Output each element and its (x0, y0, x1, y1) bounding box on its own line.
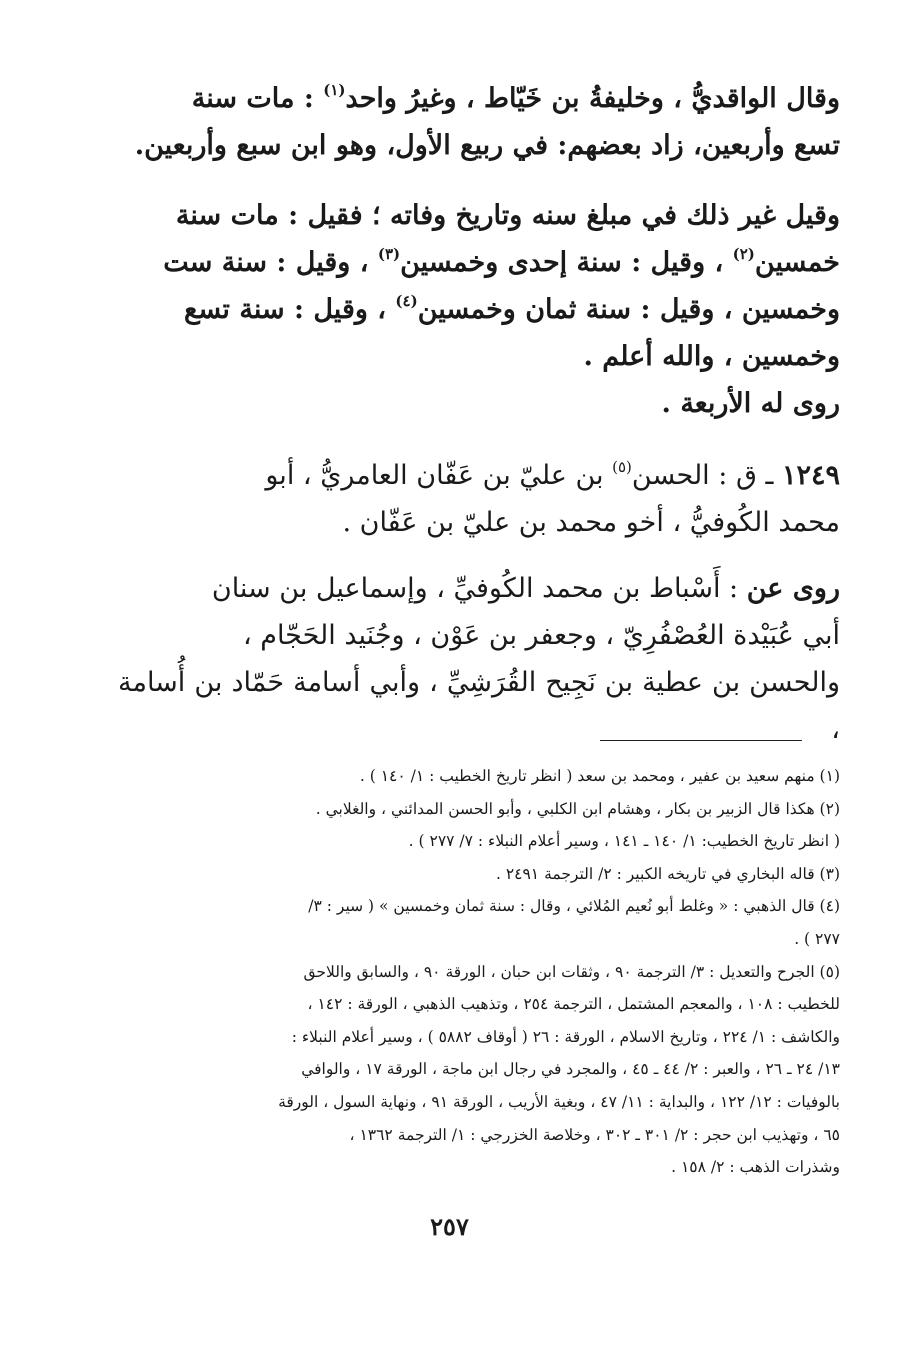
footnote-line: ٦٥ ، وتهذيب ابن حجر : ٢/ ٣٠١ ـ ٣٠٢ ، وخلاصة الخزرجي : ١/ الترجمة ١٣٦٢ ، (349, 1125, 840, 1144)
text-line: تسع وأربعين، زاد بعضهم: في ربيع الأول، وهو ابن سبع وأربعين. (134, 130, 840, 161)
text-line (118, 286, 840, 333)
footnote-1 (118, 760, 840, 793)
text-line: محمد الكُوفيُّ ، أخو محمد بن عليّ بن عَفّان . (342, 507, 840, 538)
text-line: روى له الأربعة . (661, 388, 840, 419)
footnote-line: وشذرات الذهب : ٢/ ١٥٨ . (671, 1158, 840, 1177)
footnote-line: (٣) قاله البخاري في تاريخه الكبير : ٢/ الترجمة ٢٤٩١ . (495, 864, 840, 883)
line-text: ، وقيل : سنة إحدى وخمسين (400, 247, 733, 278)
footnote-line: بالوفيات : ١٢/ ١٢٢ ، والبداية : ١١/ ٤٧ ، وبغية الأريب ، الورقة ٩١ ، ونهاية السول ، الورقة (278, 1092, 840, 1111)
footnote-marker: (٣) (377, 245, 401, 263)
footnote-line: ٢٧٧ ) . (794, 929, 840, 948)
text-line: وخمسين ، والله أعلم . (583, 341, 840, 372)
footnote-4 (118, 890, 840, 955)
text-line (118, 452, 840, 499)
page-number: ٢٥٧ (430, 1212, 469, 1241)
lead-phrase: روى عن (746, 573, 840, 604)
footnote-line: (٥) الجرح والتعديل : ٣/ الترجمة ٩٠ ، وثقات ابن حبان ، الورقة ٩٠ ، والسابق واللاحق (303, 962, 840, 981)
text-line (118, 239, 840, 286)
line-text: وقال الواقديُّ ، وخليفةُ بن خَيّاط ، وغيرُ واحد (345, 83, 840, 114)
line-text: ـ ق : الحسن (631, 460, 782, 491)
footnotes (118, 760, 840, 1184)
paragraph-other-opinions (118, 192, 840, 427)
line-text: خمسين (754, 247, 840, 278)
footnote-line: للخطيب : ١٠٨ ، والمعجم المشتمل ، الترجمة ٢٥٤ ، وتذهيب الذهبي ، الورقة : ١٤٢ ، (307, 995, 840, 1014)
footnote-marker: (١) (323, 81, 346, 99)
line-text: : مات سنة (191, 83, 324, 114)
footnote-line: (٢) هكذا قال الزبير بن بكار ، وهشام ابن الكلبي ، وأبو الحسن المدائني ، والغلابي . (315, 799, 840, 818)
line-text: بن عليّ بن عَفّان العامريُّ ، أبو (265, 460, 613, 491)
paragraph-death-date (118, 75, 840, 169)
footnote-marker: (٤) (395, 292, 418, 310)
footnote-line: ( انظر تاريخ الخطيب: ١/ ١٤٠ ـ ١٤١ ، وسير أعلام النبلاء : ٧/ ٢٧٧ ) . (408, 832, 840, 851)
paragraph-narrated-from (118, 565, 840, 753)
footnote-2 (118, 793, 840, 858)
line-text: ، وقيل : سنة تسع (183, 294, 396, 325)
text-line: أبي عُبَيْدة العُصْفُرِيّ ، وجعفر بن عَوْن ، وجُنَيد الحَجّام ، (242, 620, 840, 651)
text-line (118, 565, 840, 612)
entry-number: ١٢٤٩ (781, 460, 840, 491)
footnote-line: ١٣/ ٢٤ ـ ٢٦ ، والعبر : ٢/ ٤٤ ـ ٤٥ ، والمجرد في رجال ابن ماجة ، الورقة ١٧ ، والوافي (301, 1060, 840, 1079)
footnote-marker: (٢) (732, 245, 755, 263)
footnote-separator (600, 740, 802, 741)
footnote-line: (١) منهم سعيد بن عفير ، ومحمد بن سعد ( انظر تاريخ الخطيب : ١/ ١٤٠ ) . (359, 767, 840, 785)
footnote-line: والكاشف : ١/ ٢٢٤ ، وتاريخ الاسلام ، الورقة : ٢٦ ( أوقاف ٥٨٨٢ ) ، وسير أعلام النبلاء : (291, 1027, 840, 1046)
line-text: ، وقيل : سنة ست (163, 247, 378, 278)
text-line: والحسن بن عطية بن نَجِيح القُرَشِيِّ ، وأبي أسامة حَمّاد بن أُسامة ، (118, 667, 840, 745)
text-line (118, 75, 840, 122)
footnote-3 (118, 858, 840, 891)
footnote-marker: (٥) (612, 458, 632, 476)
footnote-5 (118, 956, 840, 1184)
line-text: : أَسْباط بن محمد الكُوفيِّ ، وإسماعيل بن سنان (211, 573, 747, 604)
line-text: وخمسين ، وقيل : سنة ثمان وخمسين (417, 294, 840, 325)
paragraph-entry-1249 (118, 452, 840, 546)
footnote-line: (٤) قال الذهبي : « وغلط أبو نُعيم المُلائي ، وقال : سنة ثمان وخمسين » ( سير : ٣/ (308, 897, 840, 916)
text-line: وقيل غير ذلك في مبلغ سنه وتاريخ وفاته ؛ فقيل : مات سنة (175, 200, 840, 231)
